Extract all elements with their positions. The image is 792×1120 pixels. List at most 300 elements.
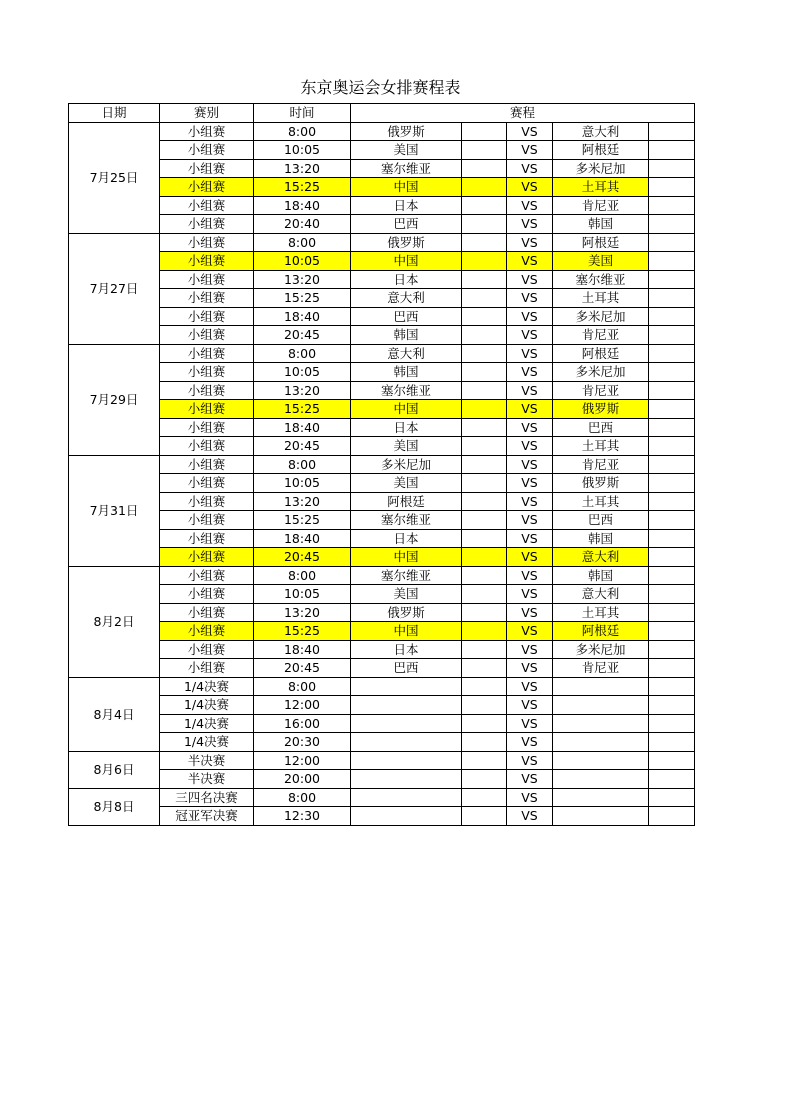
team2-cell: 土耳其 xyxy=(553,603,649,622)
spacer-cell xyxy=(462,788,507,807)
match-type-cell: 冠亚军决赛 xyxy=(160,807,254,826)
spacer-cell xyxy=(462,122,507,141)
time-cell: 16:00 xyxy=(254,714,351,733)
time-cell: 20:45 xyxy=(254,326,351,345)
match-type-cell: 小组赛 xyxy=(160,418,254,437)
match-type-cell: 小组赛 xyxy=(160,141,254,160)
table-row xyxy=(69,381,695,400)
table-row xyxy=(69,677,695,696)
match-type-cell: 1/4决赛 xyxy=(160,677,254,696)
team1-cell: 日本 xyxy=(351,196,462,215)
table-row xyxy=(69,159,695,178)
team1-cell: 俄罗斯 xyxy=(351,603,462,622)
table-row xyxy=(69,215,695,234)
team2-cell: 意大利 xyxy=(553,585,649,604)
trailing-cell xyxy=(649,418,695,437)
trailing-cell xyxy=(649,677,695,696)
time-cell: 15:25 xyxy=(254,511,351,530)
table-row xyxy=(69,603,695,622)
match-type-cell: 小组赛 xyxy=(160,215,254,234)
table-row xyxy=(69,751,695,770)
spacer-cell xyxy=(462,566,507,585)
vs-cell: VS xyxy=(507,233,553,252)
time-cell: 8:00 xyxy=(254,233,351,252)
spacer-cell xyxy=(462,603,507,622)
time-cell: 8:00 xyxy=(254,344,351,363)
trailing-cell xyxy=(649,363,695,382)
table-row xyxy=(69,770,695,789)
time-cell: 12:00 xyxy=(254,751,351,770)
trailing-cell xyxy=(649,603,695,622)
team2-cell xyxy=(553,751,649,770)
spacer-cell xyxy=(462,178,507,197)
table-row xyxy=(69,363,695,382)
team2-cell: 美国 xyxy=(553,252,649,271)
time-cell: 8:00 xyxy=(254,788,351,807)
header-time: 时间 xyxy=(254,104,351,123)
time-cell: 20:30 xyxy=(254,733,351,752)
date-cell: 8月8日 xyxy=(69,788,160,825)
table-row xyxy=(69,270,695,289)
table-row xyxy=(69,196,695,215)
team2-cell xyxy=(553,696,649,715)
team1-cell: 意大利 xyxy=(351,344,462,363)
time-cell: 18:40 xyxy=(254,307,351,326)
spacer-cell xyxy=(462,437,507,456)
vs-cell: VS xyxy=(507,585,553,604)
trailing-cell xyxy=(649,640,695,659)
time-cell: 10:05 xyxy=(254,474,351,493)
time-cell: 10:05 xyxy=(254,363,351,382)
table-row xyxy=(69,233,695,252)
match-type-cell: 小组赛 xyxy=(160,566,254,585)
spacer-cell xyxy=(462,270,507,289)
time-cell: 20:40 xyxy=(254,215,351,234)
team2-cell: 巴西 xyxy=(553,511,649,530)
date-cell: 8月6日 xyxy=(69,751,160,788)
team2-cell: 肯尼亚 xyxy=(553,196,649,215)
vs-cell: VS xyxy=(507,640,553,659)
time-cell: 10:05 xyxy=(254,141,351,160)
time-cell: 10:05 xyxy=(254,252,351,271)
match-type-cell: 小组赛 xyxy=(160,529,254,548)
time-cell: 8:00 xyxy=(254,677,351,696)
time-cell: 8:00 xyxy=(254,566,351,585)
trailing-cell xyxy=(649,196,695,215)
team1-cell: 美国 xyxy=(351,474,462,493)
spacer-cell xyxy=(462,455,507,474)
trailing-cell xyxy=(649,714,695,733)
match-type-cell: 小组赛 xyxy=(160,178,254,197)
trailing-cell xyxy=(649,289,695,308)
trailing-cell xyxy=(649,178,695,197)
vs-cell: VS xyxy=(507,363,553,382)
time-cell: 12:00 xyxy=(254,696,351,715)
spacer-cell xyxy=(462,141,507,160)
team1-cell: 塞尔维亚 xyxy=(351,511,462,530)
team1-cell: 俄罗斯 xyxy=(351,233,462,252)
vs-cell: VS xyxy=(507,511,553,530)
team1-cell: 韩国 xyxy=(351,326,462,345)
team1-cell: 中国 xyxy=(351,178,462,197)
team1-cell: 中国 xyxy=(351,548,462,567)
trailing-cell xyxy=(649,344,695,363)
time-cell: 15:25 xyxy=(254,178,351,197)
vs-cell: VS xyxy=(507,159,553,178)
vs-cell: VS xyxy=(507,603,553,622)
spacer-cell xyxy=(462,215,507,234)
vs-cell: VS xyxy=(507,492,553,511)
table-row xyxy=(69,640,695,659)
team2-cell xyxy=(553,677,649,696)
team1-cell xyxy=(351,807,462,826)
trailing-cell xyxy=(649,400,695,419)
trailing-cell xyxy=(649,807,695,826)
match-type-cell: 小组赛 xyxy=(160,196,254,215)
team1-cell xyxy=(351,677,462,696)
vs-cell: VS xyxy=(507,307,553,326)
time-cell: 10:05 xyxy=(254,585,351,604)
match-type-cell: 小组赛 xyxy=(160,640,254,659)
trailing-cell xyxy=(649,455,695,474)
vs-cell: VS xyxy=(507,677,553,696)
team1-cell: 中国 xyxy=(351,252,462,271)
vs-cell: VS xyxy=(507,344,553,363)
trailing-cell xyxy=(649,141,695,160)
header-type: 赛别 xyxy=(160,104,254,123)
trailing-cell xyxy=(649,751,695,770)
team1-cell: 日本 xyxy=(351,418,462,437)
trailing-cell xyxy=(649,659,695,678)
trailing-cell xyxy=(649,566,695,585)
table-row xyxy=(69,289,695,308)
team1-cell: 巴西 xyxy=(351,307,462,326)
trailing-cell xyxy=(649,252,695,271)
team1-cell xyxy=(351,751,462,770)
trailing-cell xyxy=(649,326,695,345)
match-type-cell: 半决赛 xyxy=(160,770,254,789)
match-type-cell: 小组赛 xyxy=(160,233,254,252)
team2-cell: 巴西 xyxy=(553,418,649,437)
match-type-cell: 小组赛 xyxy=(160,270,254,289)
trailing-cell xyxy=(649,307,695,326)
table-row xyxy=(69,548,695,567)
team2-cell xyxy=(553,770,649,789)
trailing-cell xyxy=(649,437,695,456)
spacer-cell xyxy=(462,640,507,659)
team1-cell: 巴西 xyxy=(351,659,462,678)
table-row xyxy=(69,437,695,456)
team2-cell: 阿根廷 xyxy=(553,141,649,160)
match-type-cell: 小组赛 xyxy=(160,363,254,382)
trailing-cell xyxy=(649,270,695,289)
team1-cell: 巴西 xyxy=(351,215,462,234)
trailing-cell xyxy=(649,233,695,252)
team1-cell: 中国 xyxy=(351,400,462,419)
team2-cell: 多米尼加 xyxy=(553,363,649,382)
time-cell: 18:40 xyxy=(254,196,351,215)
spacer-cell xyxy=(462,492,507,511)
table-row xyxy=(69,307,695,326)
vs-cell: VS xyxy=(507,400,553,419)
team2-cell: 土耳其 xyxy=(553,492,649,511)
vs-cell: VS xyxy=(507,770,553,789)
time-cell: 18:40 xyxy=(254,418,351,437)
time-cell: 15:25 xyxy=(254,400,351,419)
trailing-cell xyxy=(649,733,695,752)
vs-cell: VS xyxy=(507,788,553,807)
vs-cell: VS xyxy=(507,714,553,733)
table-row xyxy=(69,474,695,493)
vs-cell: VS xyxy=(507,807,553,826)
match-type-cell: 1/4决赛 xyxy=(160,733,254,752)
team1-cell: 塞尔维亚 xyxy=(351,566,462,585)
schedule-body xyxy=(69,122,695,825)
team2-cell: 韩国 xyxy=(553,215,649,234)
vs-cell: VS xyxy=(507,474,553,493)
match-type-cell: 1/4决赛 xyxy=(160,696,254,715)
table-row xyxy=(69,252,695,271)
time-cell: 13:20 xyxy=(254,603,351,622)
match-type-cell: 小组赛 xyxy=(160,585,254,604)
team2-cell: 塞尔维亚 xyxy=(553,270,649,289)
table-row xyxy=(69,400,695,419)
date-cell: 8月2日 xyxy=(69,566,160,677)
vs-cell: VS xyxy=(507,566,553,585)
team2-cell: 土耳其 xyxy=(553,437,649,456)
team1-cell xyxy=(351,770,462,789)
match-type-cell: 小组赛 xyxy=(160,252,254,271)
table-row xyxy=(69,492,695,511)
team1-cell: 美国 xyxy=(351,437,462,456)
team2-cell: 阿根廷 xyxy=(553,344,649,363)
match-type-cell: 小组赛 xyxy=(160,344,254,363)
vs-cell: VS xyxy=(507,696,553,715)
vs-cell: VS xyxy=(507,548,553,567)
time-cell: 13:20 xyxy=(254,381,351,400)
vs-cell: VS xyxy=(507,622,553,641)
team2-cell xyxy=(553,733,649,752)
time-cell: 20:00 xyxy=(254,770,351,789)
match-type-cell: 小组赛 xyxy=(160,622,254,641)
table-row xyxy=(69,326,695,345)
time-cell: 13:20 xyxy=(254,270,351,289)
spacer-cell xyxy=(462,659,507,678)
table-row xyxy=(69,788,695,807)
trailing-cell xyxy=(649,381,695,400)
table-row xyxy=(69,566,695,585)
spacer-cell xyxy=(462,622,507,641)
table-row xyxy=(69,122,695,141)
time-cell: 15:25 xyxy=(254,289,351,308)
vs-cell: VS xyxy=(507,751,553,770)
team2-cell: 肯尼亚 xyxy=(553,381,649,400)
team2-cell: 肯尼亚 xyxy=(553,659,649,678)
spacer-cell xyxy=(462,307,507,326)
vs-cell: VS xyxy=(507,437,553,456)
match-type-cell: 小组赛 xyxy=(160,159,254,178)
trailing-cell xyxy=(649,511,695,530)
spacer-cell xyxy=(462,381,507,400)
trailing-cell xyxy=(649,548,695,567)
team2-cell: 韩国 xyxy=(553,529,649,548)
team2-cell: 阿根廷 xyxy=(553,233,649,252)
table-row xyxy=(69,622,695,641)
match-type-cell: 小组赛 xyxy=(160,474,254,493)
match-type-cell: 小组赛 xyxy=(160,122,254,141)
spacer-cell xyxy=(462,252,507,271)
match-type-cell: 小组赛 xyxy=(160,307,254,326)
time-cell: 20:45 xyxy=(254,659,351,678)
vs-cell: VS xyxy=(507,270,553,289)
spacer-cell xyxy=(462,751,507,770)
time-cell: 8:00 xyxy=(254,122,351,141)
spacer-cell xyxy=(462,196,507,215)
team2-cell: 多米尼加 xyxy=(553,307,649,326)
trailing-cell xyxy=(649,529,695,548)
vs-cell: VS xyxy=(507,252,553,271)
spacer-cell xyxy=(462,159,507,178)
team2-cell: 多米尼加 xyxy=(553,640,649,659)
time-cell: 13:20 xyxy=(254,159,351,178)
vs-cell: VS xyxy=(507,381,553,400)
team2-cell xyxy=(553,807,649,826)
match-type-cell: 小组赛 xyxy=(160,326,254,345)
date-cell: 7月25日 xyxy=(69,122,160,233)
match-type-cell: 小组赛 xyxy=(160,437,254,456)
match-type-cell: 小组赛 xyxy=(160,659,254,678)
spacer-cell xyxy=(462,344,507,363)
vs-cell: VS xyxy=(507,215,553,234)
team2-cell: 土耳其 xyxy=(553,178,649,197)
team2-cell: 阿根廷 xyxy=(553,622,649,641)
team1-cell xyxy=(351,788,462,807)
team1-cell: 意大利 xyxy=(351,289,462,308)
vs-cell: VS xyxy=(507,455,553,474)
vs-cell: VS xyxy=(507,733,553,752)
table-row xyxy=(69,696,695,715)
team1-cell: 日本 xyxy=(351,529,462,548)
vs-cell: VS xyxy=(507,196,553,215)
page-title: 东京奥运会女排赛程表 xyxy=(300,78,461,97)
team2-cell: 肯尼亚 xyxy=(553,455,649,474)
team2-cell: 俄罗斯 xyxy=(553,474,649,493)
table-row xyxy=(69,178,695,197)
spacer-cell xyxy=(462,418,507,437)
spacer-cell xyxy=(462,548,507,567)
team1-cell: 日本 xyxy=(351,640,462,659)
spacer-cell xyxy=(462,696,507,715)
table-row xyxy=(69,344,695,363)
table-row xyxy=(69,511,695,530)
time-cell: 20:45 xyxy=(254,548,351,567)
team1-cell: 日本 xyxy=(351,270,462,289)
spacer-cell xyxy=(462,585,507,604)
table-row xyxy=(69,807,695,826)
date-cell: 7月29日 xyxy=(69,344,160,455)
time-cell: 13:20 xyxy=(254,492,351,511)
team1-cell xyxy=(351,696,462,715)
date-cell: 8月4日 xyxy=(69,677,160,751)
spacer-cell xyxy=(462,770,507,789)
match-type-cell: 小组赛 xyxy=(160,548,254,567)
team1-cell: 塞尔维亚 xyxy=(351,159,462,178)
trailing-cell xyxy=(649,122,695,141)
team1-cell: 阿根廷 xyxy=(351,492,462,511)
match-type-cell: 小组赛 xyxy=(160,400,254,419)
spacer-cell xyxy=(462,714,507,733)
vs-cell: VS xyxy=(507,141,553,160)
time-cell: 18:40 xyxy=(254,529,351,548)
table-row xyxy=(69,418,695,437)
time-cell: 18:40 xyxy=(254,640,351,659)
vs-cell: VS xyxy=(507,529,553,548)
match-type-cell: 小组赛 xyxy=(160,603,254,622)
trailing-cell xyxy=(649,585,695,604)
table-row xyxy=(69,714,695,733)
spacer-cell xyxy=(462,677,507,696)
team1-cell: 美国 xyxy=(351,585,462,604)
vs-cell: VS xyxy=(507,418,553,437)
spacer-cell xyxy=(462,233,507,252)
spacer-cell xyxy=(462,529,507,548)
vs-cell: VS xyxy=(507,659,553,678)
time-cell: 12:30 xyxy=(254,807,351,826)
team1-cell xyxy=(351,733,462,752)
trailing-cell xyxy=(649,696,695,715)
spacer-cell xyxy=(462,363,507,382)
trailing-cell xyxy=(649,770,695,789)
team2-cell xyxy=(553,788,649,807)
time-cell: 20:45 xyxy=(254,437,351,456)
match-type-cell: 半决赛 xyxy=(160,751,254,770)
time-cell: 8:00 xyxy=(254,455,351,474)
spacer-cell xyxy=(462,511,507,530)
spacer-cell xyxy=(462,400,507,419)
time-cell: 15:25 xyxy=(254,622,351,641)
team2-cell: 韩国 xyxy=(553,566,649,585)
match-type-cell: 三四名决赛 xyxy=(160,788,254,807)
trailing-cell xyxy=(649,474,695,493)
header-row xyxy=(69,104,695,123)
table-row xyxy=(69,529,695,548)
trailing-cell xyxy=(649,788,695,807)
team1-cell: 塞尔维亚 xyxy=(351,381,462,400)
match-type-cell: 小组赛 xyxy=(160,455,254,474)
table-row xyxy=(69,455,695,474)
table-row xyxy=(69,659,695,678)
table-row xyxy=(69,733,695,752)
table-row xyxy=(69,141,695,160)
spacer-cell xyxy=(462,289,507,308)
date-cell: 7月31日 xyxy=(69,455,160,566)
vs-cell: VS xyxy=(507,122,553,141)
team2-cell: 多米尼加 xyxy=(553,159,649,178)
match-type-cell: 小组赛 xyxy=(160,381,254,400)
table-row xyxy=(69,585,695,604)
match-type-cell: 小组赛 xyxy=(160,511,254,530)
spacer-cell xyxy=(462,807,507,826)
vs-cell: VS xyxy=(507,326,553,345)
header-match: 赛程 xyxy=(351,104,695,123)
header-date: 日期 xyxy=(69,104,160,123)
team2-cell xyxy=(553,714,649,733)
spacer-cell xyxy=(462,326,507,345)
trailing-cell xyxy=(649,159,695,178)
spacer-cell xyxy=(462,733,507,752)
team2-cell: 肯尼亚 xyxy=(553,326,649,345)
match-type-cell: 小组赛 xyxy=(160,289,254,308)
